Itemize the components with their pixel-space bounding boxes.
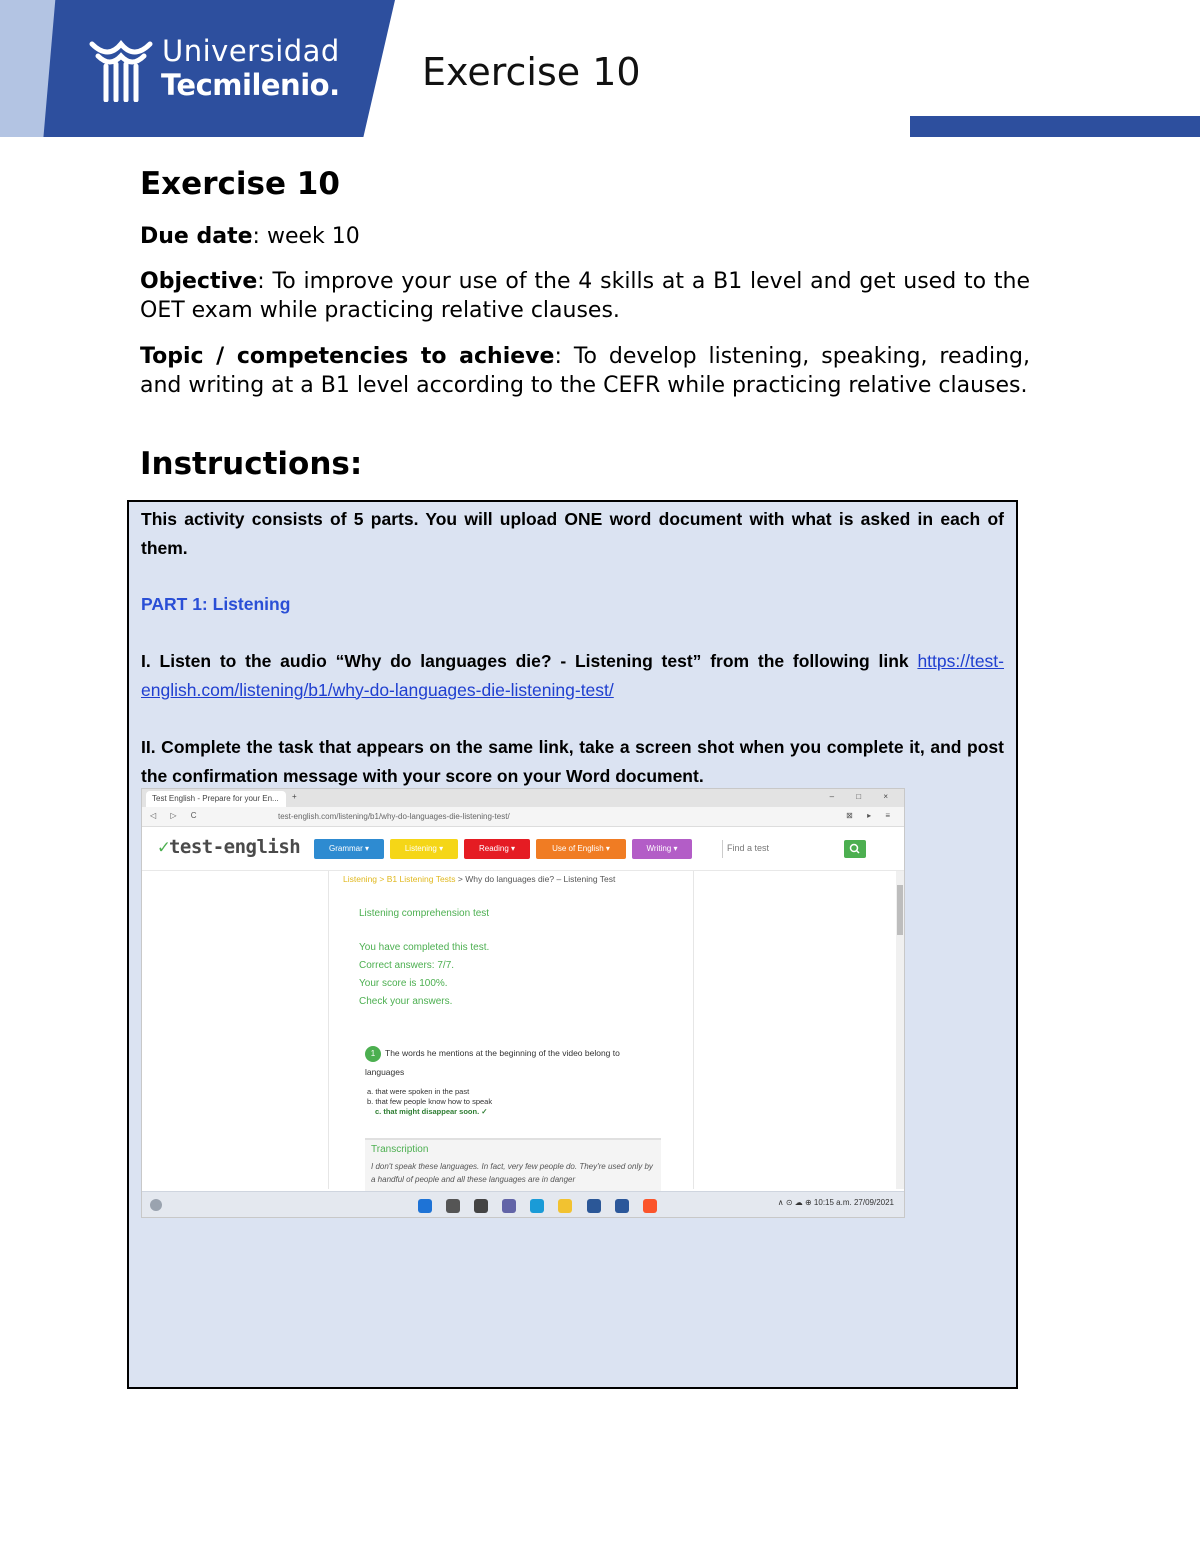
objective-label: Objective <box>140 269 258 294</box>
browser-address-bar <box>142 807 904 827</box>
page-scrollbar <box>896 871 904 1189</box>
university-logo <box>88 30 348 110</box>
transcription-text: I don't speak these languages. In fact, very few people do. They're used only by a handful of people and all these languages are in danger <box>371 1162 653 1184</box>
new-tab-icon: + <box>292 792 297 801</box>
header-accent-bar <box>910 116 1200 137</box>
result-line: Correct answers: 7/7. <box>359 960 455 971</box>
result-line: Your score is 100%. <box>359 978 448 989</box>
breadcrumb-listening: Listening <box>343 874 378 884</box>
browser-tab: Test English - Prepare for your En... <box>146 791 286 807</box>
brave-icon <box>643 1199 657 1213</box>
file-explorer-icon <box>558 1199 572 1213</box>
logo-text-universidad: Universidad <box>162 34 340 68</box>
question-text: The words he mentions at the beginning of the video belong to <box>385 1048 620 1058</box>
topic-label: Topic / competencies to achieve <box>140 344 555 369</box>
menu-reading: Reading ▾ <box>464 839 530 859</box>
result-heading: Listening comprehension test <box>359 908 490 919</box>
listening-step-1 <box>141 647 1004 704</box>
windows-taskbar <box>142 1191 904 1218</box>
due-date-value: : week 10 <box>252 224 360 249</box>
check-logo-icon: ✓ <box>158 836 169 858</box>
browser-extension-icons: ⊠ ▸ ≡ <box>846 811 896 820</box>
option-a: a. that were spoken in the past <box>367 1087 470 1096</box>
instructions-box <box>127 500 1018 1389</box>
instructions-heading: Instructions: <box>140 446 363 482</box>
result-summary <box>359 939 489 1011</box>
option-c-correct: c. that might disappear soon. ✓ <box>375 1107 488 1116</box>
activity-intro: This activity consists of 5 parts. You will upload ONE word document with what is asked in each of them. <box>141 509 1004 558</box>
breadcrumb <box>343 874 615 884</box>
due-date-paragraph <box>140 222 1030 251</box>
breadcrumb-b1: > B1 Listening Tests <box>377 874 456 884</box>
browser-tab-bar <box>142 789 904 807</box>
start-icon <box>418 1199 432 1213</box>
menu-grammar: Grammar ▾ <box>314 839 384 859</box>
example-screenshot <box>141 788 905 1218</box>
taskbar-search-icon <box>446 1199 460 1213</box>
transcription-heading: Transcription <box>371 1144 429 1155</box>
edge-icon <box>530 1199 544 1213</box>
scrollbar-thumb <box>897 885 903 935</box>
browser-url: test-english.com/listening/b1/why-do-languages-die-listening-test/ <box>278 812 510 821</box>
header-title: Exercise 10 <box>422 50 641 94</box>
task-view-icon <box>474 1199 488 1213</box>
step1-text: I. Listen to the audio “Why do languages die? - Listening test” from the following link <box>141 651 909 671</box>
logo-text-tecmilenio: Tecmilenio. <box>161 68 340 102</box>
result-line: Check your answers. <box>359 996 453 1007</box>
listening-step-2: II. Complete the task that appears on the same link, take a screen shot when you complete it, and post the confirmation message with your score on your Word document. <box>141 737 1004 786</box>
test-english-logo <box>158 836 300 858</box>
breadcrumb-page: > Why do languages die? – Listening Test <box>455 874 616 884</box>
due-date-label: Due date <box>140 224 253 249</box>
search-icon <box>844 840 866 858</box>
part1-heading: PART 1: Listening <box>141 594 291 614</box>
menu-writing: Writing ▾ <box>632 839 692 859</box>
window-controls: – □ × <box>829 792 898 801</box>
widgets-icon <box>150 1199 162 1211</box>
chat-icon <box>502 1199 516 1213</box>
test-content <box>328 871 694 1189</box>
listening-test-link[interactable]: https://test-english.com/listening/b1/why-do-languages-die-listening-test/ <box>141 651 1004 700</box>
document-title: Exercise 10 <box>140 166 340 202</box>
answer-options <box>367 1087 492 1117</box>
site-logo-text: test-english <box>168 836 301 858</box>
question-number-badge: 1 <box>365 1046 381 1062</box>
system-tray: ∧ ⊙ ☁ ⊕ 10:15 a.m. 27/09/2021 <box>777 1198 894 1207</box>
question-subtext: languages <box>365 1067 405 1077</box>
taskbar-app-icons <box>418 1198 666 1217</box>
transcription-panel <box>365 1138 661 1198</box>
topic-text: : To develop listening, speaking, reading, and writing at a B1 level according to the CEFR while practicing relative clauses. <box>140 344 1030 398</box>
browser-nav-icons: ◁ ▷ C <box>150 811 203 820</box>
site-header <box>142 827 904 871</box>
store-icon <box>587 1199 601 1213</box>
site-search-button <box>844 840 866 858</box>
option-b: b. that few people know how to speak <box>367 1097 493 1106</box>
menu-listening: Listening ▾ <box>390 839 458 859</box>
objective-text: : To improve your use of the 4 skills at a B1 level and get used to the OET exam while practicing relative clauses. <box>140 269 1030 323</box>
menu-use-of-english: Use of English ▾ <box>536 839 626 859</box>
tecmilenio-mark-icon <box>88 34 154 102</box>
site-search-input: Find a test <box>722 840 832 858</box>
word-icon <box>615 1199 629 1213</box>
topic-paragraph <box>140 342 1030 400</box>
result-line: You have completed this test. <box>359 942 490 953</box>
objective-paragraph <box>140 267 1030 325</box>
